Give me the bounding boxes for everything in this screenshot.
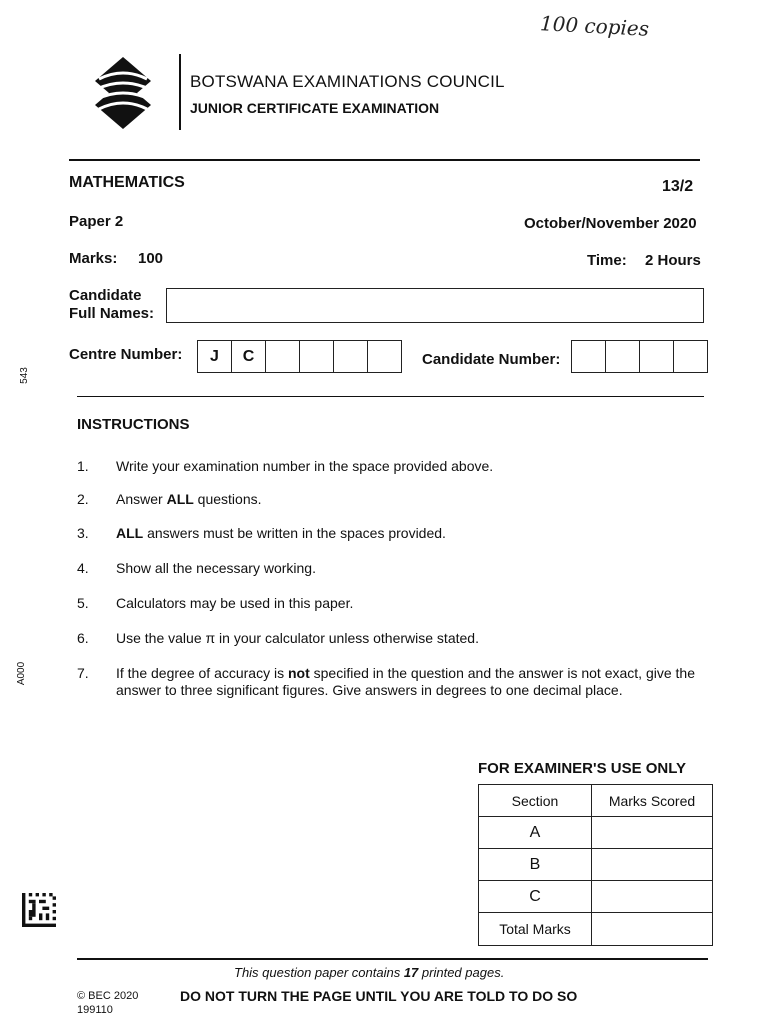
centre-cell: J — [198, 341, 232, 372]
instruction-text: Show all the necessary working. — [116, 560, 316, 576]
centre-cell — [300, 341, 334, 372]
instruction-text: Answer ALL questions. — [116, 491, 262, 507]
header-divider — [179, 54, 181, 130]
side-code-bottom: A000 — [16, 661, 28, 686]
handwritten-note: 100 copies — [539, 11, 650, 41]
instruction-number: 3. — [77, 525, 89, 541]
candidate-name-label: Candidate — [69, 287, 142, 304]
paper-code: 13/2 — [662, 178, 694, 195]
council-name: BOTSWANA EXAMINATIONS COUNCIL — [190, 72, 505, 91]
centre-cell — [368, 341, 401, 372]
instruction-text: Write your examination number in the space provided above. — [116, 458, 494, 474]
total-marks-cell: Total Marks — [479, 913, 592, 946]
centre-cell: C — [232, 341, 266, 372]
centre-cell — [266, 341, 300, 372]
matrix-barcode-icon — [22, 893, 56, 927]
instruction-text: ALL answers must be written in the spaces provided. — [116, 525, 446, 541]
marks-value: 100 — [138, 250, 164, 267]
col-marks-header: Marks Scored — [592, 785, 713, 817]
instructions-title: INSTRUCTIONS — [77, 416, 190, 433]
exam-session: October/November 2020 — [524, 215, 697, 232]
instruction-number: 2. — [77, 491, 89, 507]
paper-number: Paper 2 — [69, 213, 124, 230]
candidate-name-label-2: Full Names: — [69, 305, 155, 322]
candidate-cell — [572, 341, 606, 372]
section-cell: B — [479, 849, 592, 881]
instruction-number: 7. — [77, 665, 89, 681]
section-cell: C — [479, 881, 592, 913]
candidate-cell — [606, 341, 640, 372]
instruction-number: 5. — [77, 595, 89, 611]
centre-number-label: Centre Number: — [69, 346, 183, 363]
examiner-table — [478, 784, 713, 946]
mid-rule — [77, 396, 704, 397]
candidate-number-field[interactable] — [571, 340, 708, 373]
col-section-header: Section — [479, 785, 592, 817]
marks-label: Marks: — [69, 250, 118, 267]
copyright: © BEC 2020 — [77, 990, 139, 1002]
marks-cell[interactable] — [592, 849, 713, 881]
marks-cell[interactable] — [592, 913, 713, 946]
paper-ref: 199110 — [77, 1004, 113, 1016]
instruction-number: 6. — [77, 630, 89, 646]
subject-title: MATHEMATICS — [69, 174, 185, 191]
candidate-cell — [674, 341, 707, 372]
exam-name: JUNIOR CERTIFICATE EXAMINATION — [190, 100, 440, 116]
examiner-title: FOR EXAMINER'S USE ONLY — [478, 760, 687, 777]
section-cell: A — [479, 817, 592, 849]
bec-logo-icon — [93, 55, 153, 131]
marks-cell[interactable] — [592, 881, 713, 913]
instruction-number: 4. — [77, 560, 89, 576]
centre-cell — [334, 341, 368, 372]
top-rule — [69, 159, 700, 161]
side-code-top: 543 — [18, 367, 30, 384]
instruction-text: Calculators may be used in this paper. — [116, 595, 354, 611]
candidate-name-field[interactable] — [166, 288, 704, 323]
centre-number-field[interactable] — [197, 340, 402, 373]
instruction-text: If the degree of accuracy is not specified in the question and the answer is not exact, give the answer to three significant figures. Give answers in degrees to one decimal place. — [116, 665, 695, 698]
do-not-turn-warning: DO NOT TURN THE PAGE UNTIL YOU ARE TOLD TO DO SO — [180, 988, 578, 1004]
footer-rule — [77, 958, 708, 960]
candidate-cell — [640, 341, 674, 372]
candidate-number-label: Candidate Number: — [422, 351, 561, 368]
time-label: Time: — [587, 252, 627, 269]
instruction-number: 1. — [77, 458, 89, 474]
page-count-note: This question paper contains 17 printed pages. — [234, 965, 505, 980]
time-value: 2 Hours — [645, 252, 701, 269]
instruction-text: Use the value π in your calculator unless otherwise stated. — [116, 630, 479, 646]
marks-cell[interactable] — [592, 817, 713, 849]
